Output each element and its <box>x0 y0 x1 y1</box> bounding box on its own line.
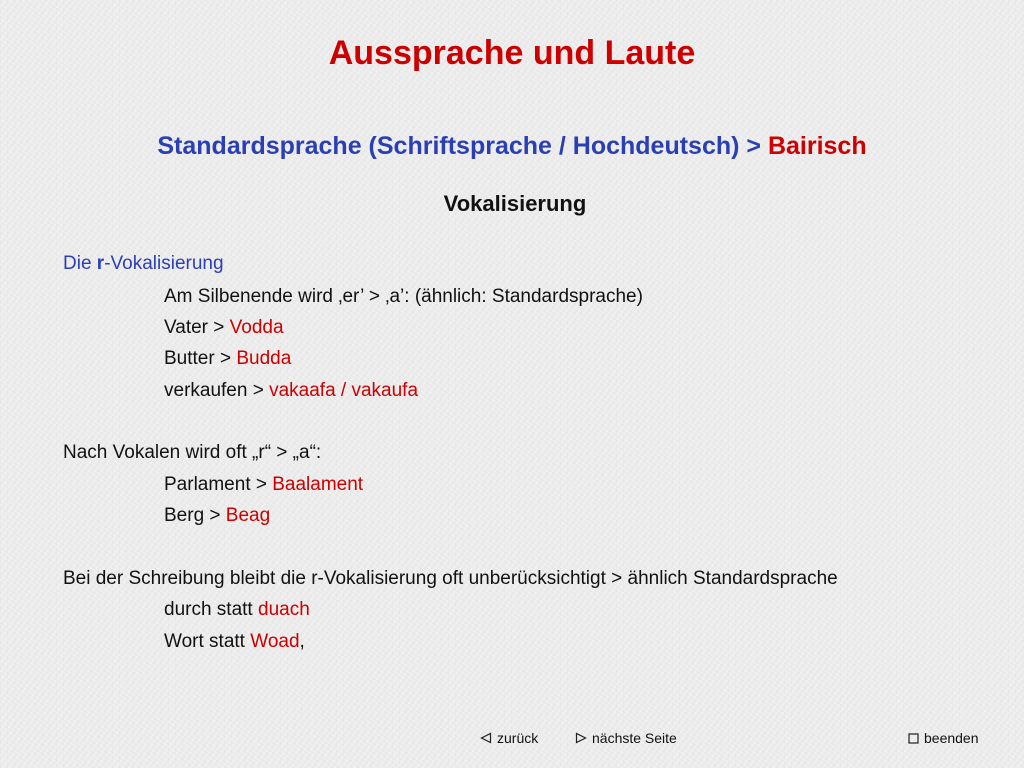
next-page-button[interactable] <box>575 730 677 746</box>
trailing-text: , <box>299 631 305 652</box>
next-page-label: nächste Seite <box>592 730 677 746</box>
dialect-word: vakaafa / vakaufa <box>269 380 419 401</box>
vowel-rule-heading: Nach Vokalen wird oft „r“ > „a“: <box>63 442 322 463</box>
standard-word: Vater > <box>164 317 230 338</box>
square-icon <box>908 733 919 744</box>
standard-word: Parlament > <box>164 474 273 495</box>
dialect-word: Beag <box>225 505 271 526</box>
triangle-right-icon <box>575 732 587 744</box>
example-row <box>164 348 291 370</box>
example-row <box>164 631 305 653</box>
r-vocalization-heading <box>63 253 224 275</box>
standard-word: durch statt <box>164 599 258 620</box>
example-row <box>164 317 284 339</box>
triangle-left-icon <box>480 732 492 744</box>
back-label: zurück <box>497 730 539 746</box>
standard-word: verkaufen > <box>164 380 270 401</box>
dialect-word: Budda <box>236 348 292 369</box>
section-heading: Vokalisierung <box>443 191 587 216</box>
slide-subtitle <box>0 132 1024 161</box>
dialect-word: Baalament <box>272 474 364 495</box>
rule-text: Am Silbenende wird ‚er’ > ‚a’: (ähnlich: Standardsprache) <box>164 286 643 307</box>
dialect-word: Vodda <box>229 317 284 338</box>
quit-button[interactable] <box>908 730 979 746</box>
example-row <box>164 505 270 527</box>
standard-word: Butter > <box>164 348 237 369</box>
subtitle-standard: Standardsprache (Schriftsprache / Hochdeutsch) > <box>157 132 768 160</box>
spelling-rule-heading: Bei der Schreibung bleibt die r-Vokalisierung oft unberücksichtigt > ähnlich Standardsprache <box>63 568 838 589</box>
heading-r: r <box>96 253 105 274</box>
heading-suffix: -Vokalisierung <box>104 253 224 274</box>
quit-label: beenden <box>924 730 979 746</box>
dialect-word: Woad <box>250 631 300 652</box>
standard-word: Wort statt <box>164 631 251 652</box>
standard-word: Berg > <box>164 505 226 526</box>
back-button[interactable] <box>480 730 538 746</box>
example-row <box>164 599 310 621</box>
example-row <box>164 380 418 402</box>
heading-prefix: Die <box>63 253 97 274</box>
dialect-word: duach <box>258 599 310 620</box>
example-row <box>164 474 363 496</box>
subtitle-target: Bairisch <box>767 132 867 160</box>
slide-title: Aussprache und Laute <box>328 34 696 72</box>
